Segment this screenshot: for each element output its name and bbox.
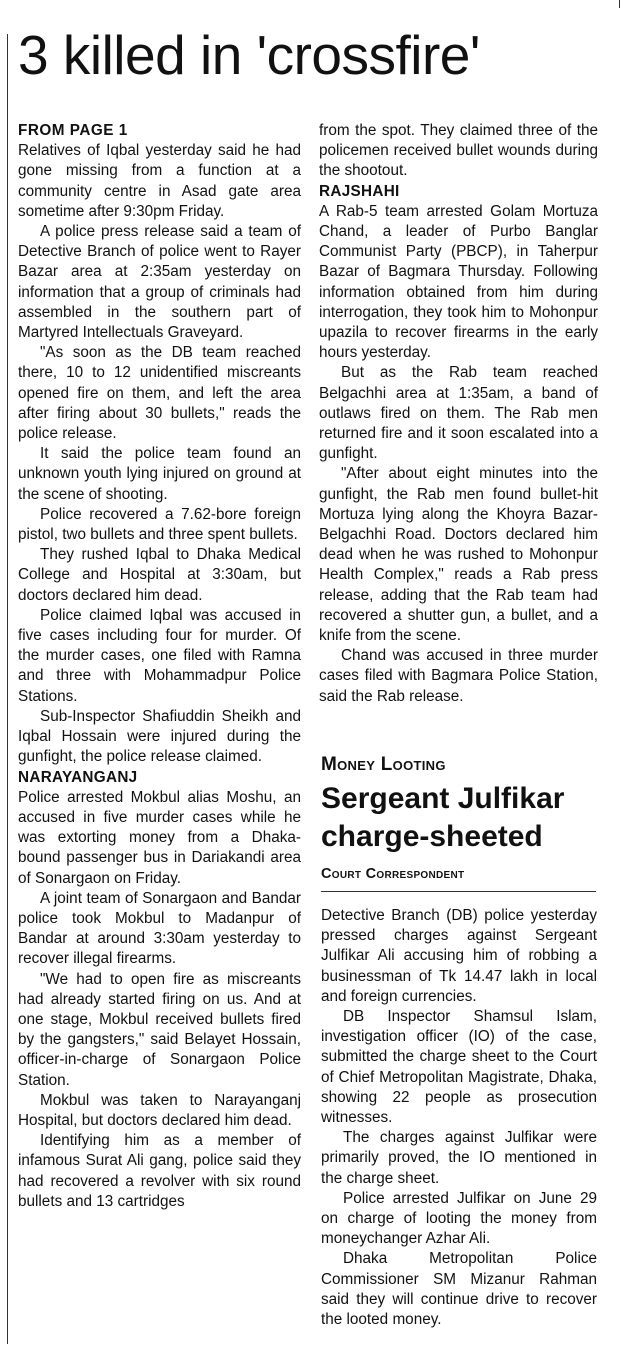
paragraph: A joint team of Sonargaon and Bandar police took Mokbul to Madanpur of Bandar at around 3:30am yesterday to recover illegal firearms. xyxy=(18,889,301,968)
continued-from-kicker: FROM PAGE 1 xyxy=(18,122,128,139)
right-column xyxy=(319,121,598,707)
main-headline: 3 killed in 'crossfire' xyxy=(18,24,480,86)
column-rule-right xyxy=(619,0,620,8)
paragraph: Relatives of Iqbal yesterday said he had gone missing from a function at a community centre in Asad gate area sometime after 9:30pm Friday. xyxy=(18,142,301,220)
paragraph: Dhaka Metropolitan Police Commissioner SM Mizanur Rahman said they will continue drive to recover the looted money. xyxy=(321,1250,597,1329)
left-column xyxy=(18,121,301,1212)
paragraph: Identifying him as a member of infamous Surat Ali gang, police said they had recovered a revolver with six round bullets and 13 cartridges xyxy=(18,1132,301,1210)
paragraph: It said the police team found an unknown youth lying injured on ground at the scene of shooting. xyxy=(18,445,301,503)
paragraph: A Rab-5 team arrested Golam Mortuza Chand, a leader of Purbo Banglar Communist Party (PBCP), in Taherpur Bazar of Bagmara Thursday. Following information obtained from him during interrogation, they took him to Mohonpur upazila to recover firearms in the early hours yesterday. xyxy=(319,202,598,362)
paragraph: Mokbul was taken to Narayanganj Hospital, but doctors declared him dead. xyxy=(18,1091,301,1129)
paragraph: Police recovered a 7.62-bore foreign pistol, two bullets and three spent bullets. xyxy=(18,505,301,544)
paragraph: DB Inspector Shamsul Islam, investigation officer (IO) of the case, submitted the charge sheet to the Court of Chief Metropolitan Magistrate, Dhaka, showing 22 people as prosecution witnesses. xyxy=(321,1008,597,1127)
dateline-rajshahi: RAJSHAHI xyxy=(319,182,400,200)
paragraph: Police arrested Julfikar on June 29 on charge of looting the money from moneychanger Azhar Ali. xyxy=(321,1189,597,1248)
paragraph: Chand was accused in three murder cases filed with Bagmara Police Station, said the Rab release. xyxy=(319,647,598,705)
paragraph: Police arrested Mokbul alias Moshu, an accused in five murder cases while he was extorting money from a Dhaka-bound passenger bus in Dariakandi area of Sonargaon on Friday. xyxy=(18,788,301,887)
paragraph: A police press release said a team of Detective Branch of police went to Rayer Bazar area at 2:35am yesterday on information that a group of criminals had assembled in the southern part of Martyred Intellectuals Graveyard. xyxy=(18,223,301,342)
paragraph: "After about eight minutes into the gunfight, the Rab men found bullet-hit Mortuza lying along the Khoyra Bazar-Belgachhi Road. Doctors declared him dead when he was rushed to Mohonpur Health Complex," reads a Rab press release, adding that the Rab team had recovered a shutter gun, a bullet, and a knife from the scene. xyxy=(319,465,598,645)
byline-rule xyxy=(321,891,596,892)
second-story-body xyxy=(321,906,597,1330)
section-label: Money Looting xyxy=(321,754,446,775)
dateline-narayanganj: NARAYANGANJ xyxy=(18,768,138,786)
column-rule-left xyxy=(7,34,8,1344)
second-headline: Sergeant Julfikar charge-sheeted xyxy=(321,782,565,853)
paragraph: "As soon as the DB team reached there, 10 to 12 unidentified miscreants opened fire on them, and left the area after firing about 30 bullets," reads the police release. xyxy=(18,344,301,443)
paragraph: "We had to open fire as miscreants had already started firing on us. And at one stage, Mokbul received bullets fired by the gangsters," said Belayet Hossain, officer-in-charge of Sonargaon Police Station. xyxy=(18,970,301,1089)
paragraph: But as the Rab team reached Belgachhi area at 1:35am, a band of outlaws fired on them. The Rab men returned fire and it soon escalated into a gunfight. xyxy=(319,364,598,463)
byline: Court Correspondent xyxy=(321,866,465,882)
paragraph: The charges against Julfikar were primarily proved, the IO mentioned in the charge sheet. xyxy=(321,1129,597,1187)
paragraph: Detective Branch (DB) police yesterday pressed charges against Sergeant Julfikar Ali accusing him of robbing a businessman of Tk 14.47 lakh in local and foreign currencies. xyxy=(321,907,597,1005)
paragraph: Sub-Inspector Shafiuddin Sheikh and Iqbal Hossain were injured during the gunfight, the police release claimed. xyxy=(18,707,301,766)
paragraph: from the spot. They claimed three of the policemen received bullet wounds during the shootout. xyxy=(319,122,598,180)
paragraph: Police claimed Iqbal was accused in five cases including four for murder. Of the murder cases, one filed with Ramna and three with Mohammadpur Police Stations. xyxy=(18,606,301,705)
paragraph: They rushed Iqbal to Dhaka Medical College and Hospital at 3:30am, but doctors declared him dead. xyxy=(18,546,301,604)
